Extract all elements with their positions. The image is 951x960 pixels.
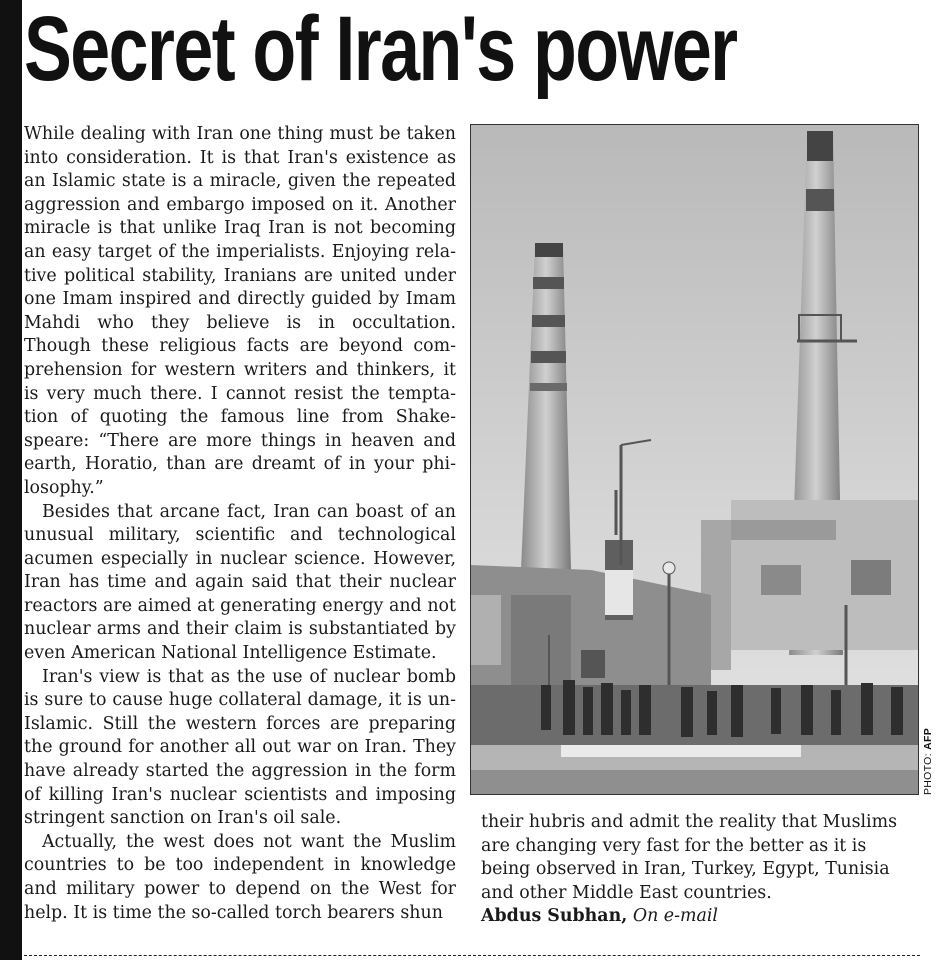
photo-credit-prefix: PHOTO: xyxy=(922,749,934,795)
body-paragraph-3: Iran's view is that as the use of nuclear bomb is sure to cause huge collateral damage, it is unIslamic. Still the western forces are preparing the ground for another all out war on Iran. They have already started the aggression in the form of killing Iran's nuclear scientists and imposing stringent sanction on Iran's oil sale. xyxy=(24,666,456,829)
bottom-divider xyxy=(24,955,920,956)
body-paragraph-2: Besides that arcane fact, Iran can boast of an unusual military, scientific and technological acumen especially in nuclear science. However, Iran has time and again said that their nuclear reactors are aimed at generating energy and not nuclear arms and their claim is substantiated by even American National Intelligence Estimate. xyxy=(24,501,456,664)
photo-credit xyxy=(922,695,934,795)
headline: Secret of Iran's power xyxy=(24,0,737,100)
body-paragraph-4: Actually, the west does not want the Muslim countries to be too independent in knowledge and military power to depend on the West for help. It is time the so-called torch bearers shun xyxy=(24,831,456,923)
photo-illustration xyxy=(471,125,919,795)
body-paragraph-1: While dealing with Iran one thing must be taken into consideration. It is that Iran's existence as an Islamic state is a miracle, given the repeated aggression and embargo imposed on it. Another miracle is that unlike Iraq Iran is not becoming an easy target of the imperialists. Enjoying relative political stability, Iranians are united under one Imam inspired and directly guided by Imam Mahdi who they believe is in occultation. Though these religious facts are beyond comprehension for western writers and thinkers, it is very much there. I cannot resist the temptation of quoting the famous line from Shakespeare: “There are more things in heaven and earth, Horatio, than are dreamt of in your philosophy.” xyxy=(24,124,456,498)
signature-line xyxy=(481,905,921,929)
body-column-left xyxy=(24,123,456,925)
continuation-paragraph: their hubris and admit the reality that Muslims are changing very fast for the better as it is being observed in Iran, Turkey, Egypt, Tunisia and other Middle East countries. xyxy=(481,812,898,903)
body-column-right xyxy=(481,811,921,929)
photo-credit-source: AFP xyxy=(922,728,934,750)
author-source: On e-mail xyxy=(632,906,718,927)
nuclear-plant-photo xyxy=(470,124,919,795)
author-name: Abdus Subhan, xyxy=(481,906,628,927)
left-margin-bar xyxy=(0,0,22,960)
